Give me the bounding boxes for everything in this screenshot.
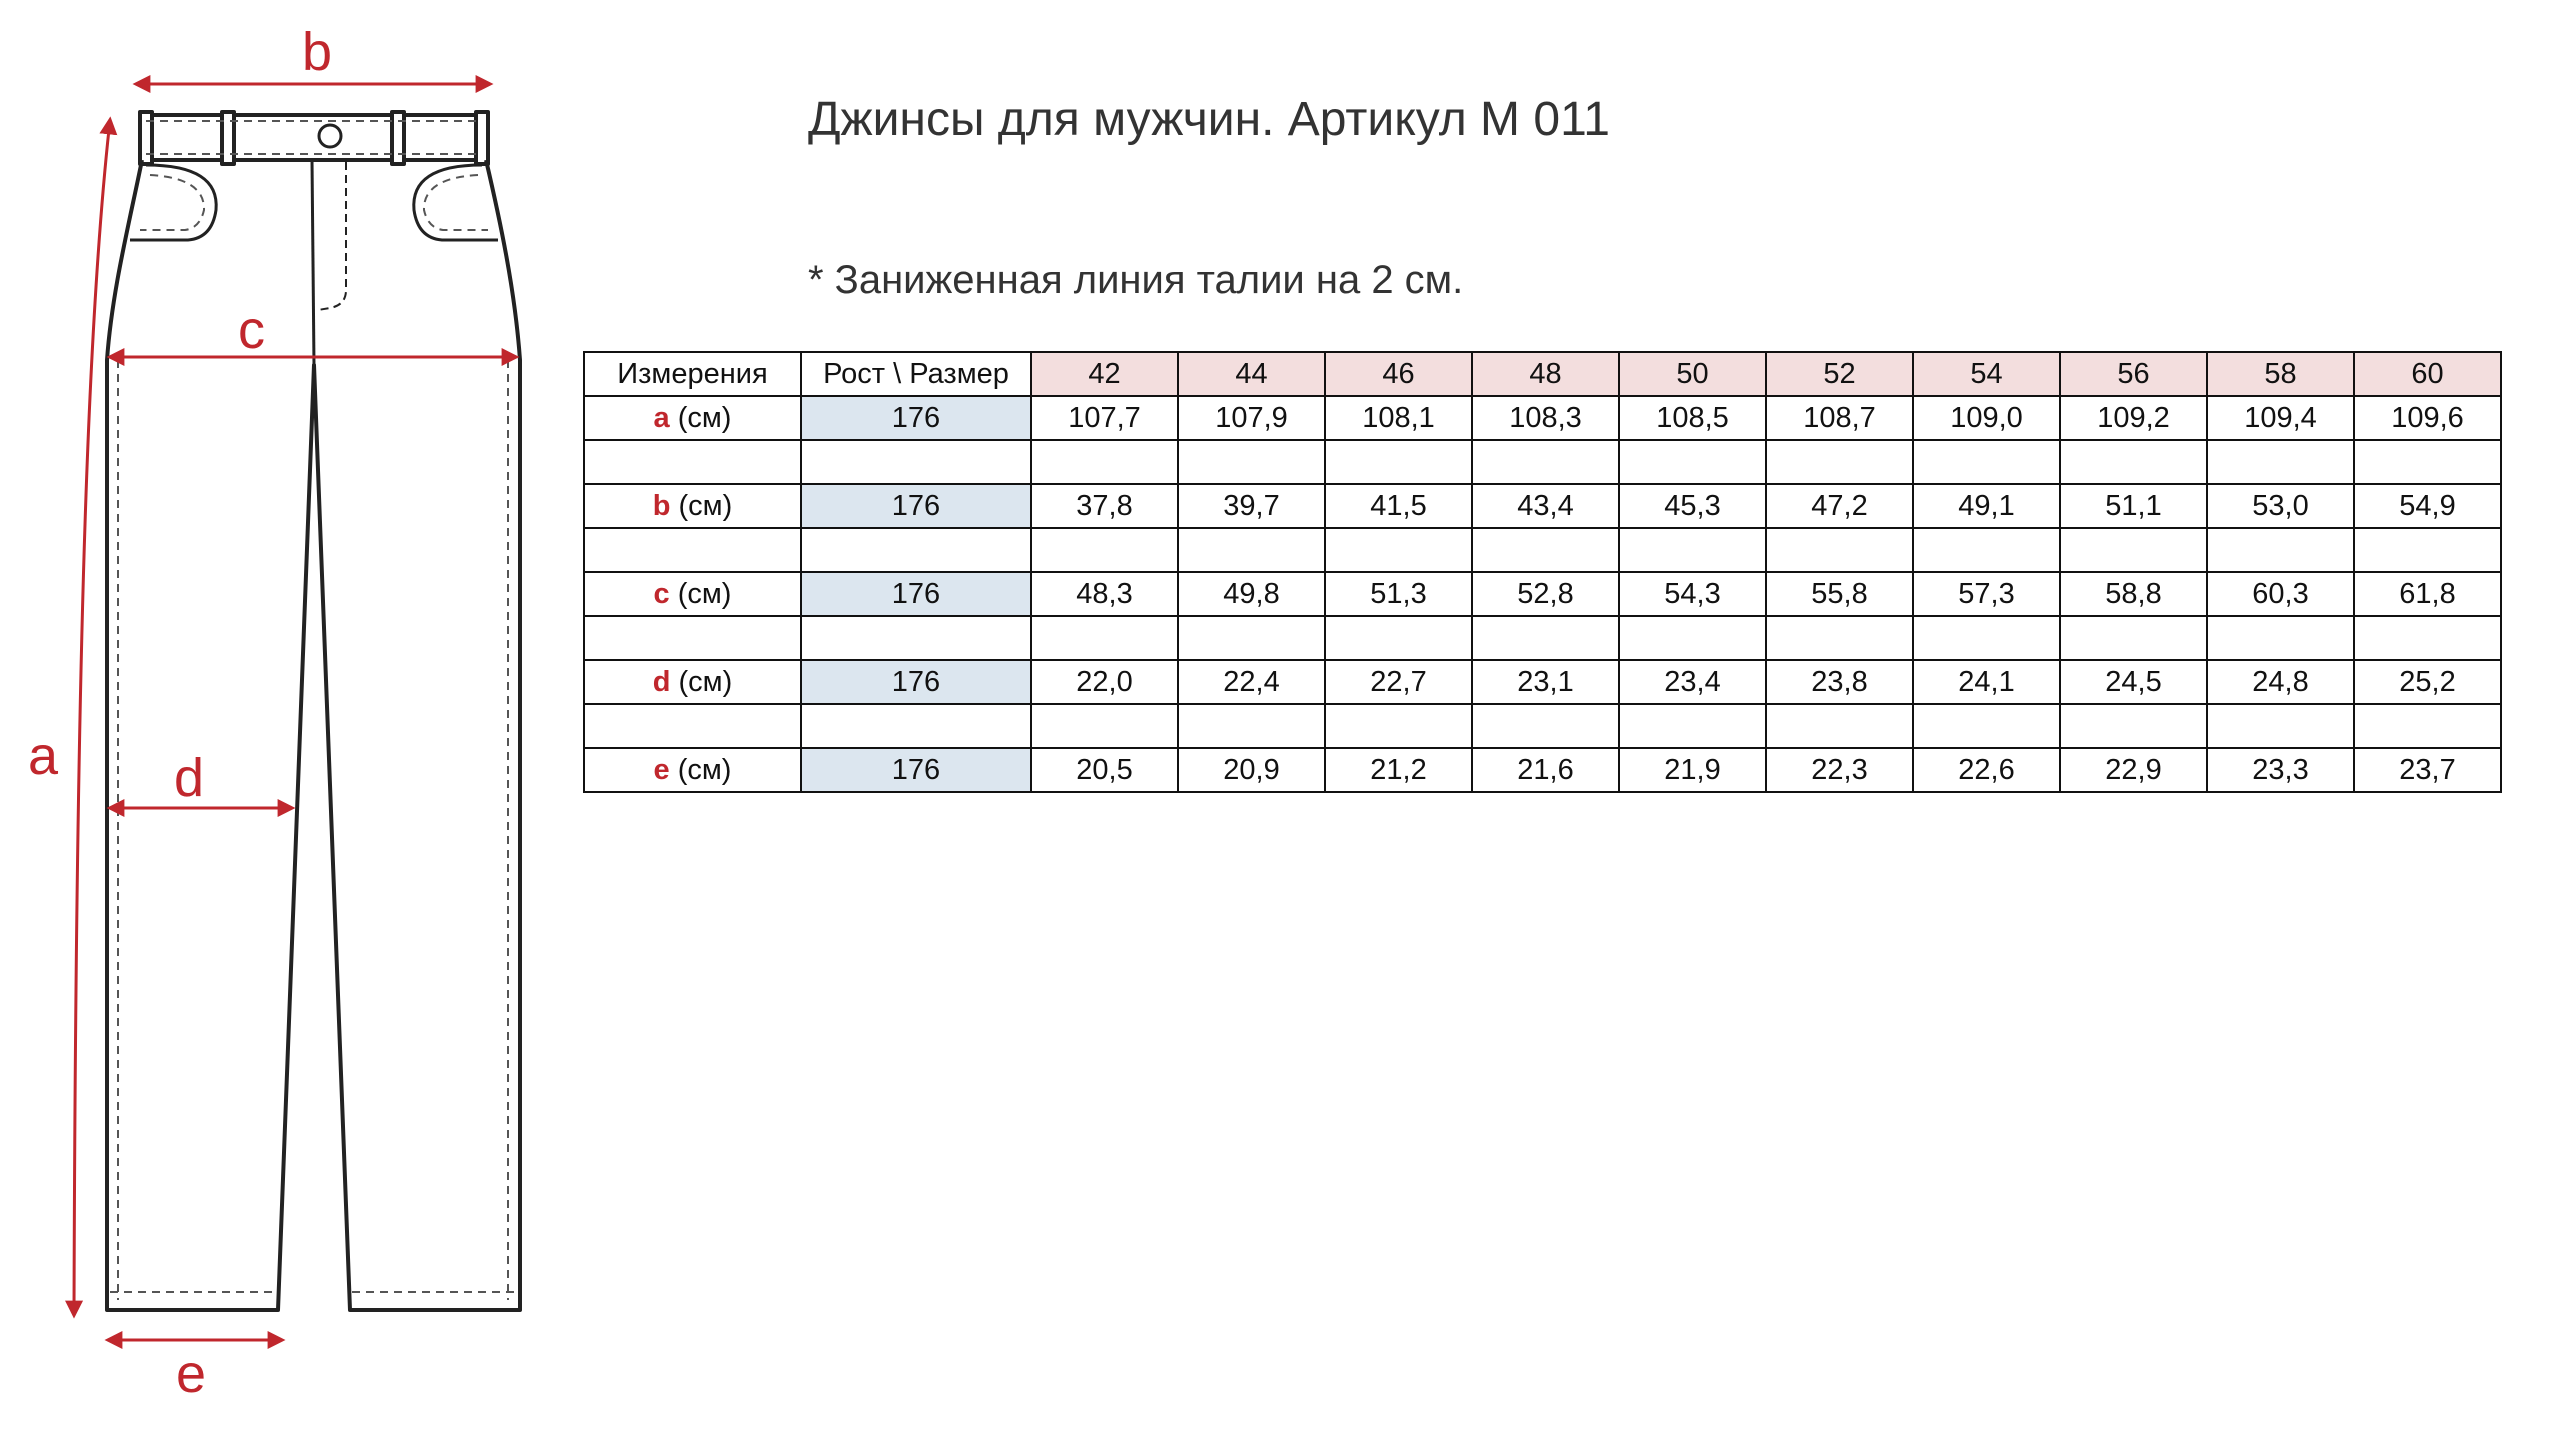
size-header: 44 xyxy=(1178,352,1325,396)
size-header: 56 xyxy=(2060,352,2207,396)
value-cell: 23,7 xyxy=(2354,748,2501,792)
empty-cell xyxy=(1325,704,1472,748)
value-cell: 22,3 xyxy=(1766,748,1913,792)
dimension-b-label: b xyxy=(302,22,333,82)
height-cell: 176 xyxy=(801,484,1031,528)
empty-cell xyxy=(1472,616,1619,660)
value-cell: 108,3 xyxy=(1472,396,1619,440)
value-cell: 54,9 xyxy=(2354,484,2501,528)
size-header: 58 xyxy=(2207,352,2354,396)
value-cell: 47,2 xyxy=(1766,484,1913,528)
value-cell: 109,2 xyxy=(2060,396,2207,440)
value-cell: 23,4 xyxy=(1619,660,1766,704)
value-cell: 109,6 xyxy=(2354,396,2501,440)
value-cell: 55,8 xyxy=(1766,572,1913,616)
measure-letter: c xyxy=(653,577,670,610)
empty-cell xyxy=(1031,616,1178,660)
header-height-size: Рост \ Размер xyxy=(801,352,1031,396)
measure-letter: a xyxy=(653,401,670,434)
empty-cell xyxy=(1178,704,1325,748)
value-cell: 21,9 xyxy=(1619,748,1766,792)
value-cell: 23,1 xyxy=(1472,660,1619,704)
header-measure: Измерения xyxy=(584,352,801,396)
value-cell: 23,3 xyxy=(2207,748,2354,792)
value-cell: 23,8 xyxy=(1766,660,1913,704)
empty-cell xyxy=(1031,528,1178,572)
page-title: Джинсы для мужчин. Артикул М 011 xyxy=(808,93,1610,146)
empty-cell xyxy=(1913,704,2060,748)
empty-cell xyxy=(584,704,801,748)
value-cell: 108,7 xyxy=(1766,396,1913,440)
empty-cell xyxy=(1178,440,1325,484)
size-header: 52 xyxy=(1766,352,1913,396)
measure-letter: d xyxy=(652,665,671,698)
empty-cell xyxy=(2060,704,2207,748)
empty-cell xyxy=(1766,440,1913,484)
empty-cell xyxy=(1619,440,1766,484)
value-cell: 24,1 xyxy=(1913,660,2060,704)
dimension-a-arrow xyxy=(74,120,110,1315)
empty-cell xyxy=(801,616,1031,660)
value-cell: 22,7 xyxy=(1325,660,1472,704)
measure-label xyxy=(584,396,801,440)
value-cell: 109,0 xyxy=(1913,396,2060,440)
empty-cell xyxy=(1472,704,1619,748)
measure-unit: (см) xyxy=(669,577,732,610)
measure-label xyxy=(584,748,801,792)
value-cell: 20,5 xyxy=(1031,748,1178,792)
size-header: 60 xyxy=(2354,352,2501,396)
value-cell: 51,3 xyxy=(1325,572,1472,616)
empty-cell xyxy=(2060,440,2207,484)
value-cell: 51,1 xyxy=(2060,484,2207,528)
value-cell: 37,8 xyxy=(1031,484,1178,528)
empty-cell xyxy=(1913,440,2060,484)
empty-cell xyxy=(1766,704,1913,748)
table-row xyxy=(584,660,2501,704)
measure-label xyxy=(584,660,801,704)
value-cell: 108,1 xyxy=(1325,396,1472,440)
empty-cell xyxy=(2354,528,2501,572)
value-cell: 54,3 xyxy=(1619,572,1766,616)
empty-cell xyxy=(801,704,1031,748)
spacer-row xyxy=(584,440,2501,484)
empty-cell xyxy=(1031,704,1178,748)
empty-cell xyxy=(1325,616,1472,660)
empty-cell xyxy=(801,440,1031,484)
dimension-arrows xyxy=(74,84,516,1340)
waist-note: * Заниженная линия талии на 2 см. xyxy=(808,258,1464,302)
empty-cell xyxy=(2354,616,2501,660)
size-header: 42 xyxy=(1031,352,1178,396)
empty-cell xyxy=(2060,528,2207,572)
empty-cell xyxy=(1619,704,1766,748)
table-row xyxy=(584,572,2501,616)
value-cell: 43,4 xyxy=(1472,484,1619,528)
size-header: 46 xyxy=(1325,352,1472,396)
height-cell: 176 xyxy=(801,572,1031,616)
measure-unit: (см) xyxy=(670,665,733,698)
empty-cell xyxy=(2207,528,2354,572)
empty-cell xyxy=(1472,440,1619,484)
value-cell: 22,0 xyxy=(1031,660,1178,704)
empty-cell xyxy=(2207,440,2354,484)
value-cell: 60,3 xyxy=(2207,572,2354,616)
empty-cell xyxy=(1031,440,1178,484)
spacer-row xyxy=(584,528,2501,572)
empty-cell xyxy=(2207,704,2354,748)
value-cell: 25,2 xyxy=(2354,660,2501,704)
value-cell: 21,2 xyxy=(1325,748,1472,792)
jeans-measurement-diagram xyxy=(0,0,560,1433)
value-cell: 49,8 xyxy=(1178,572,1325,616)
measure-letter: e xyxy=(653,753,670,786)
dimension-a-label: a xyxy=(28,726,59,786)
value-cell: 39,7 xyxy=(1178,484,1325,528)
empty-cell xyxy=(2060,616,2207,660)
measure-unit: (см) xyxy=(670,489,733,522)
empty-cell xyxy=(1178,528,1325,572)
measure-label xyxy=(584,484,801,528)
table-row xyxy=(584,484,2501,528)
size-header: 50 xyxy=(1619,352,1766,396)
height-cell: 176 xyxy=(801,660,1031,704)
value-cell: 53,0 xyxy=(2207,484,2354,528)
empty-cell xyxy=(1766,616,1913,660)
empty-cell xyxy=(1472,528,1619,572)
empty-cell xyxy=(584,440,801,484)
value-cell: 22,4 xyxy=(1178,660,1325,704)
table-header-row xyxy=(584,352,2501,396)
value-cell: 49,1 xyxy=(1913,484,2060,528)
empty-cell xyxy=(2354,440,2501,484)
value-cell: 22,9 xyxy=(2060,748,2207,792)
value-cell: 61,8 xyxy=(2354,572,2501,616)
size-table xyxy=(583,351,2502,793)
empty-cell xyxy=(584,528,801,572)
empty-cell xyxy=(801,528,1031,572)
value-cell: 107,9 xyxy=(1178,396,1325,440)
size-header: 54 xyxy=(1913,352,2060,396)
value-cell: 21,6 xyxy=(1472,748,1619,792)
value-cell: 107,7 xyxy=(1031,396,1178,440)
empty-cell xyxy=(1325,440,1472,484)
value-cell: 109,4 xyxy=(2207,396,2354,440)
value-cell: 24,8 xyxy=(2207,660,2354,704)
spacer-row xyxy=(584,704,2501,748)
measure-unit: (см) xyxy=(669,401,732,434)
empty-cell xyxy=(1619,528,1766,572)
dimension-e-label: e xyxy=(176,1344,207,1404)
empty-cell xyxy=(1766,528,1913,572)
empty-cell xyxy=(1619,616,1766,660)
dimension-d-label: d xyxy=(174,748,205,808)
value-cell: 41,5 xyxy=(1325,484,1472,528)
height-cell: 176 xyxy=(801,748,1031,792)
value-cell: 52,8 xyxy=(1472,572,1619,616)
value-cell: 48,3 xyxy=(1031,572,1178,616)
value-cell: 22,6 xyxy=(1913,748,2060,792)
value-cell: 108,5 xyxy=(1619,396,1766,440)
spacer-row xyxy=(584,616,2501,660)
measure-letter: b xyxy=(652,489,671,522)
measure-label xyxy=(584,572,801,616)
table-row xyxy=(584,748,2501,792)
height-cell: 176 xyxy=(801,396,1031,440)
measure-unit: (см) xyxy=(669,753,732,786)
empty-cell xyxy=(2354,704,2501,748)
jeans-outline xyxy=(107,112,520,1310)
value-cell: 57,3 xyxy=(1913,572,2060,616)
size-header: 48 xyxy=(1472,352,1619,396)
value-cell: 24,5 xyxy=(2060,660,2207,704)
value-cell: 45,3 xyxy=(1619,484,1766,528)
dimension-c-label: c xyxy=(238,300,265,360)
empty-cell xyxy=(1913,528,2060,572)
value-cell: 58,8 xyxy=(2060,572,2207,616)
empty-cell xyxy=(1913,616,2060,660)
empty-cell xyxy=(1325,528,1472,572)
table-row xyxy=(584,396,2501,440)
empty-cell xyxy=(584,616,801,660)
value-cell: 20,9 xyxy=(1178,748,1325,792)
empty-cell xyxy=(1178,616,1325,660)
empty-cell xyxy=(2207,616,2354,660)
